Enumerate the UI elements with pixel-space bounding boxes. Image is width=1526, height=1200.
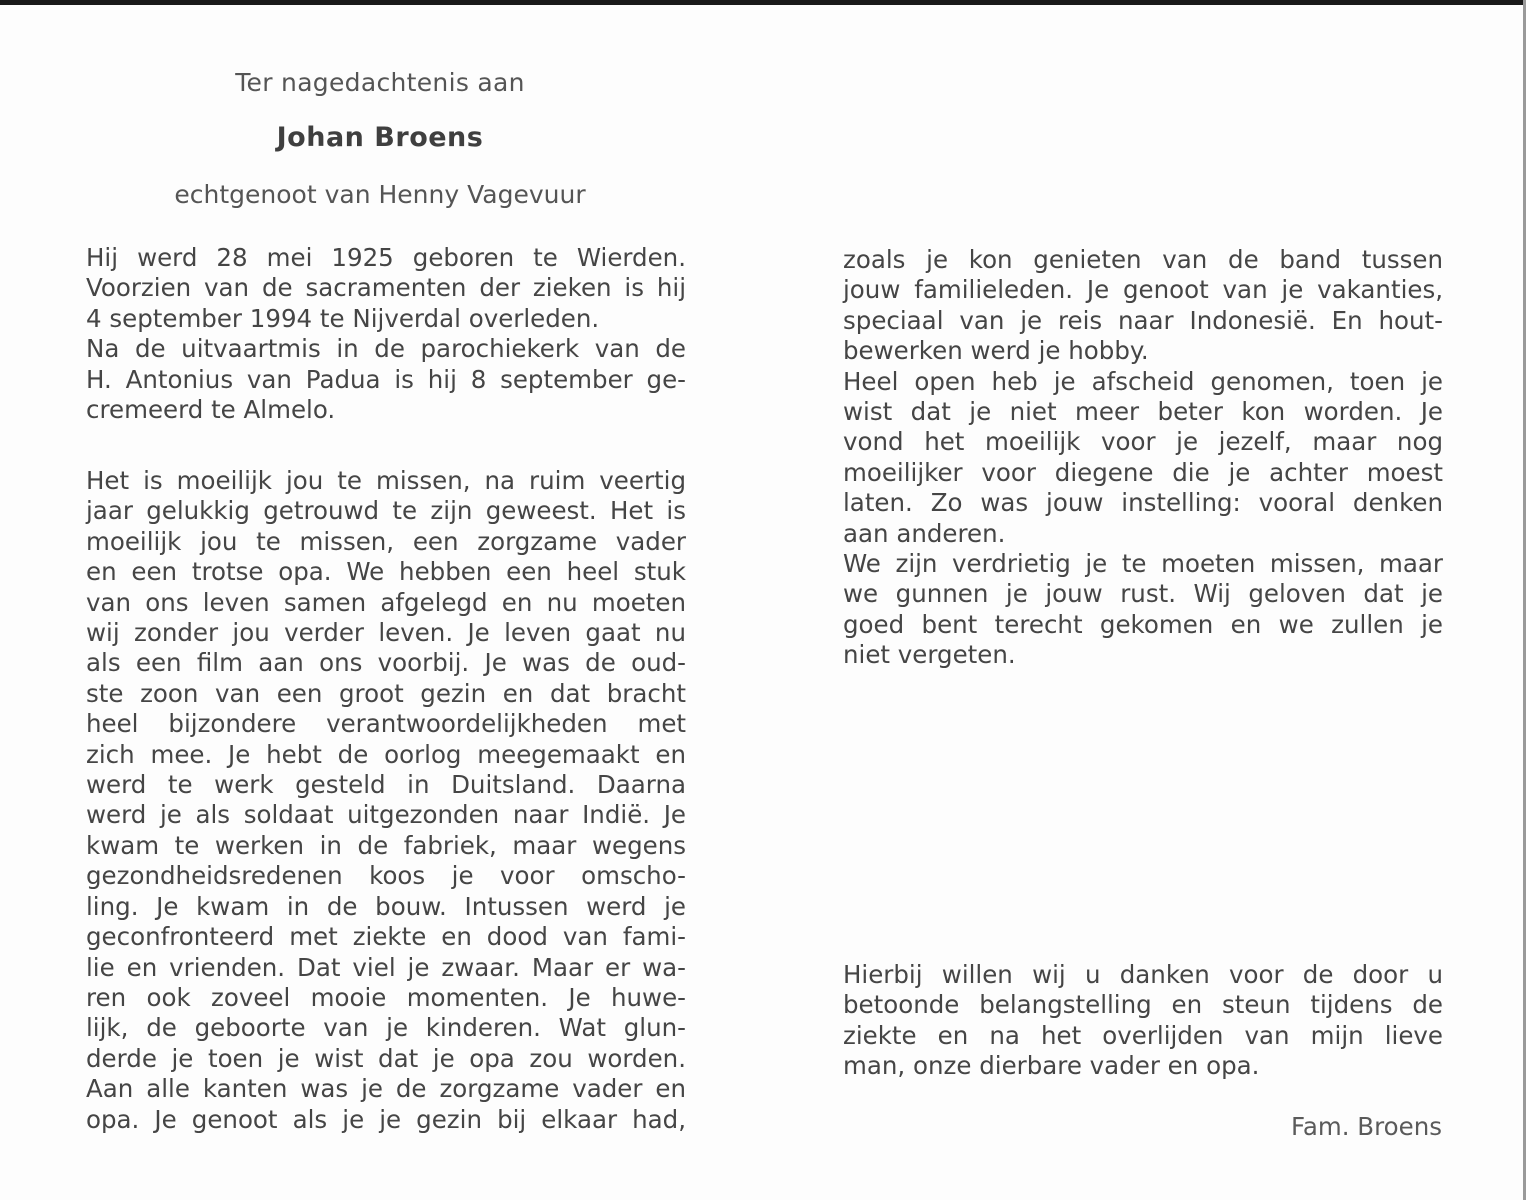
bio-line: H. Antonius van Padua is hij 8 september ge-	[86, 364, 686, 394]
thanks-paragraph	[843, 960, 1443, 1082]
eulogy-line: laten. Zo was jouw instelling: vooral denken	[843, 488, 1443, 518]
in-memory-heading: Ter nagedachtenis aan	[235, 68, 525, 97]
thanks-line: ziekte en na het overlijden van mijn lieve	[843, 1020, 1443, 1050]
eulogy-line: als een film aan ons voorbij. Je was de oud-	[86, 648, 686, 678]
eulogy-line: moeilijker voor diegene die je achter moest	[843, 457, 1443, 487]
eulogy-line: en een trotse opa. We hebben een heel stuk	[86, 557, 686, 587]
eulogy-line: vond het moeilijk voor je jezelf, maar nog	[843, 427, 1443, 457]
eulogy-line: van ons leven samen afgelegd en nu moeten	[86, 587, 686, 617]
eulogy-line: zoals je kon genieten van de band tussen	[843, 245, 1443, 274]
eulogy-line: We zijn verdrietig je te moeten missen, maar	[843, 549, 1443, 579]
eulogy-line: bewerken werd je hobby.	[843, 336, 1149, 366]
thanks-line: betoonde belangstelling en steun tijdens de	[843, 990, 1443, 1020]
top-border	[0, 0, 1526, 5]
eulogy-line: niet vergeten.	[843, 640, 1016, 670]
bio-line: Voorzien van de sacramenten der zieken is hij	[86, 273, 686, 303]
eulogy-line: goed bent terecht gekomen en we zullen je	[843, 609, 1443, 639]
eulogy-line: we gunnen je jouw rust. Wij geloven dat je	[843, 579, 1443, 609]
eulogy-line: opa. Je genoot als je je gezin bij elkaar had,	[86, 1104, 686, 1134]
eulogy-line: ren ook zoveel mooie momenten. Je huwe-	[86, 982, 686, 1012]
eulogy-paragraph	[86, 466, 686, 1135]
thanks-line: man, onze dierbare vader en opa.	[843, 1051, 1260, 1081]
eulogy-line: moeilijk jou te missen, een zorgzame vader	[86, 526, 686, 556]
eulogy-line: lijk, de geboorte van je kinderen. Wat glun-	[86, 1013, 686, 1043]
bio-line: cremeerd te Almelo.	[86, 395, 336, 425]
spouse-line: echtgenoot van Henny Vagevuur	[174, 180, 586, 209]
eulogy-line: derde je toen je wist dat je opa zou worden.	[86, 1043, 686, 1073]
biography-paragraph	[86, 243, 686, 425]
eulogy-line: Het is moeilijk jou te missen, na ruim veertig	[86, 466, 686, 495]
eulogy-line: ling. Je kwam in de bouw. Intussen werd je	[86, 891, 686, 921]
bio-line: Na de uitvaartmis in de parochiekerk van de	[86, 334, 686, 364]
eulogy-line: Aan alle kanten was je de zorgzame vader en	[86, 1074, 686, 1104]
eulogy-line: lie en vrienden. Dat viel je zwaar. Maar er wa-	[86, 952, 686, 982]
eulogy-line: ste zoon van een groot gezin en dat bracht	[86, 678, 686, 708]
bio-line: Hij werd 28 mei 1925 geboren te Wierden.	[86, 243, 686, 272]
eulogy-line: zich mee. Je hebt de oorlog meegemaakt en	[86, 739, 686, 769]
eulogy-line: aan anderen.	[843, 518, 1006, 548]
eulogy-line: heel bijzondere verantwoordelijkheden met	[86, 709, 686, 739]
eulogy-line: werd te werk gesteld in Duitsland. Daarna	[86, 770, 686, 800]
eulogy-line: werd je als soldaat uitgezonden naar Indië. Je	[86, 800, 686, 830]
family-signature: Fam. Broens	[1291, 1112, 1442, 1141]
eulogy-line: Heel open heb je afscheid genomen, toen je	[843, 366, 1443, 396]
eulogy-line: wij zonder jou verder leven. Je leven gaat nu	[86, 618, 686, 648]
thanks-line: Hierbij willen wij u danken voor de door u	[843, 960, 1443, 989]
eulogy-line: wist dat je niet meer beter kon worden. Je	[843, 397, 1443, 427]
eulogy-line: kwam te werken in de fabriek, maar wegens	[86, 830, 686, 860]
deceased-name: Johan Broens	[276, 122, 484, 153]
eulogy-line: gezondheidsredenen koos je voor omscho-	[86, 861, 686, 891]
eulogy-line: jouw familieleden. Je genoot van je vakanties,	[843, 275, 1443, 305]
eulogy-line: jaar gelukkig getrouwd te zijn geweest. Het is	[86, 496, 686, 526]
eulogy-line: geconfronteerd met ziekte en dood van fami-	[86, 922, 686, 952]
bio-line: 4 september 1994 te Nijverdal overleden.	[86, 303, 600, 333]
eulogy-continuation	[843, 245, 1443, 671]
eulogy-line: speciaal van je reis naar Indonesië. En hout-	[843, 305, 1443, 335]
